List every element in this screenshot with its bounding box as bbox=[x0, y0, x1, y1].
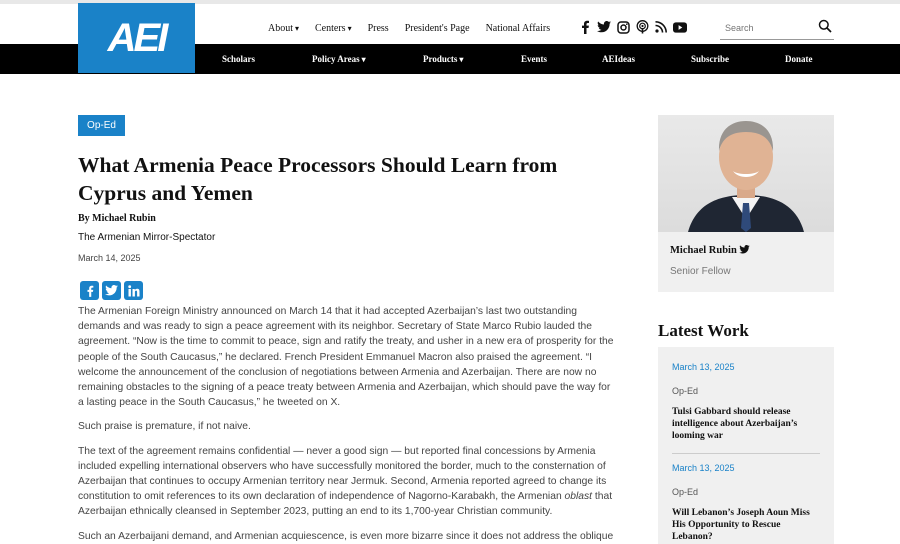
search-box bbox=[720, 16, 834, 40]
nav-press[interactable]: Press bbox=[367, 23, 389, 34]
author-name-text: Michael Rubin bbox=[670, 245, 737, 256]
nav-about[interactable]: About ▾ bbox=[268, 23, 299, 34]
italic-term: oblast bbox=[564, 491, 593, 503]
byline-prefix: By bbox=[78, 213, 90, 224]
latest-work-panel bbox=[658, 347, 834, 544]
latest-item[interactable] bbox=[672, 362, 822, 442]
nav-presidents-page[interactable]: President's Page bbox=[404, 23, 470, 34]
paragraph-text: that Azerbaijan ethnically cleansed in September 2023, putting an end to its 1,700-year Christian community. bbox=[78, 491, 613, 518]
paragraph: Such praise is premature, if not naive. bbox=[78, 421, 251, 433]
nav-donate[interactable]: Donate bbox=[785, 54, 813, 64]
nav-national-affairs[interactable]: National Affairs bbox=[485, 23, 551, 34]
nav-aeideas[interactable]: AEIdeas bbox=[602, 54, 636, 64]
paragraph: Such an Azerbaijani demand, and Armenian acquiescence, is even more bizarre since it does not address the oblique bbox=[78, 530, 614, 542]
latest-item[interactable] bbox=[672, 463, 822, 543]
latest-item-date: March 13, 2025 bbox=[672, 362, 735, 372]
search-icon[interactable] bbox=[818, 19, 832, 33]
twitter-icon[interactable] bbox=[597, 20, 611, 34]
rss-icon[interactable] bbox=[654, 20, 668, 34]
search-input[interactable] bbox=[725, 20, 813, 36]
latest-work-heading: Latest Work bbox=[658, 321, 749, 340]
logo-text: AEI bbox=[107, 15, 166, 60]
publish-date: March 14, 2025 bbox=[78, 253, 141, 263]
nav-scholars[interactable]: Scholars bbox=[222, 54, 256, 64]
facebook-icon[interactable] bbox=[578, 20, 592, 34]
divider bbox=[672, 453, 820, 454]
latest-item-title[interactable]: Tulsi Gabbard should release intelligence about Azerbaijan’s looming war bbox=[672, 407, 798, 441]
instagram-icon[interactable] bbox=[616, 20, 630, 34]
paragraph bbox=[78, 444, 618, 520]
paragraph-text: The text of the agreement remains confidential — never a good sign — but reported final concessions by Armenia included expelling international observers who have successfully monitored the border, much to the consternation of Azerbaijan that continues to occupy Armenian territory near Jermuk. Second, Armenia reported agreed to change its constitution to omit references to its own declaration of independence of Nagorno-Karabakh, the Armenian bbox=[78, 445, 607, 503]
share-twitter-icon[interactable] bbox=[102, 281, 121, 300]
author-card bbox=[658, 115, 834, 292]
share-facebook-icon[interactable] bbox=[80, 281, 99, 300]
latest-item-type: Op-Ed bbox=[672, 386, 699, 396]
nav-subscribe[interactable]: Subscribe bbox=[691, 54, 730, 64]
author-link[interactable]: Michael Rubin bbox=[92, 213, 156, 224]
nav-centers[interactable]: Centers ▾ bbox=[315, 23, 352, 34]
share-buttons bbox=[80, 281, 143, 300]
social-links bbox=[578, 20, 687, 34]
publication-source: The Armenian Mirror-Spectator bbox=[78, 232, 216, 243]
aei-logo[interactable] bbox=[78, 3, 195, 73]
oped-tag[interactable]: Op-Ed bbox=[78, 115, 125, 136]
paragraph: The Armenian Foreign Ministry announced on March 14 that it had accepted Azerbaijan’s last two outstanding demands and was ready to sign a peace agreement with its neighbor. Secretary of State Marco Rubio lauded the agreement. “Now is the time to commit to peace, sign and ratify the treaty, and usher in a new era of prosperity for the people of the South Caucasus,” he declared. French President Emmanuel Macron also praised the agreement. “I welcome the announcement of the conclusion of negotiations between Armenia and Azerbaijan. There are now no remaining obstacles to the signing of a peace treaty between Armenia and Azerbaijan, which should pave the way for a lasting peace in the South Caucasus,” he tweeted on X. bbox=[78, 306, 614, 409]
nav-products[interactable]: Products ▾ bbox=[423, 54, 463, 64]
latest-item-title[interactable]: Will Lebanon’s Joseph Aoun Miss His Opportunity to Rescue Lebanon? bbox=[672, 508, 810, 542]
author-twitter-icon[interactable] bbox=[739, 245, 750, 254]
share-linkedin-icon[interactable] bbox=[124, 281, 143, 300]
author-photo[interactable] bbox=[658, 115, 834, 232]
author-name[interactable] bbox=[670, 245, 750, 256]
youtube-icon[interactable] bbox=[673, 20, 687, 34]
nav-policy-areas[interactable]: Policy Areas ▾ bbox=[312, 54, 366, 64]
article-title: What Armenia Peace Processors Should Learn from Cyprus and Yemen bbox=[78, 153, 558, 205]
latest-item-date: March 13, 2025 bbox=[672, 463, 735, 473]
nav-events[interactable]: Events bbox=[521, 54, 548, 64]
top-nav bbox=[268, 23, 566, 34]
byline bbox=[78, 213, 156, 224]
latest-item-type: Op-Ed bbox=[672, 487, 699, 497]
article-body bbox=[78, 304, 618, 544]
author-role: Senior Fellow bbox=[670, 266, 731, 277]
podcast-icon[interactable] bbox=[635, 20, 649, 34]
